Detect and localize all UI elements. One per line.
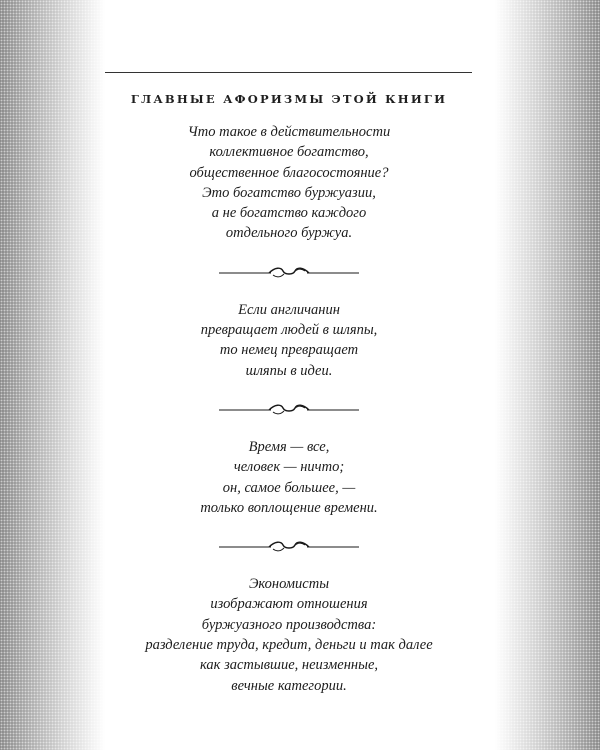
aphorism-line: вечные категории. [231, 677, 347, 694]
aphorism-line: как застывшие, неизменные, [199, 657, 379, 674]
aphorism-line: то немец превращает [219, 342, 359, 359]
aphorism-line: Это богатство буржуазии, [202, 184, 376, 201]
aphorism-line: человек — ничто; [233, 459, 345, 476]
aphorism-line: шляпы в идеи. [245, 362, 333, 379]
aphorism-line: Что такое в действительности [187, 124, 391, 140]
aphorism-line: превращает людей в шляпы, [200, 322, 378, 339]
page-content [105, 72, 473, 696]
aphorism-line: изображают отношения [210, 596, 368, 613]
aphorism-line: коллективное богатство, [209, 144, 369, 161]
aphorism-line: отдельного буржуа. [225, 225, 353, 242]
halftone-border-left [0, 0, 105, 750]
aphorism-line: буржуазного производства: [201, 616, 377, 633]
aphorism-4 [105, 574, 473, 696]
aphorism-line: Время — все, [248, 438, 330, 455]
aphorism-1 [105, 122, 473, 244]
aphorism-3 [105, 437, 473, 518]
halftone-border-right [495, 0, 600, 750]
aphorism-line: общественное благосостояние? [189, 164, 389, 181]
aphorism-line: только воплощение времени. [200, 499, 378, 516]
aphorism-line: разделение труда, кредит, деньги и так далее [145, 637, 433, 654]
aphorism-line: Экономисты [248, 576, 330, 593]
aphorism-line: а не богатство каждого [211, 205, 367, 222]
aphorism-line: он, самое большее, — [222, 479, 356, 496]
ornament-divider-icon [219, 540, 359, 554]
aphorism-2 [105, 300, 473, 381]
page-heading: ГЛАВНЫЕ АФОРИЗМЫ ЭТОЙ КНИГИ [130, 92, 448, 106]
aphorism-line: Если англичанин [238, 301, 340, 318]
ornament-divider-icon [219, 403, 359, 417]
ornament-divider-icon [219, 266, 359, 280]
